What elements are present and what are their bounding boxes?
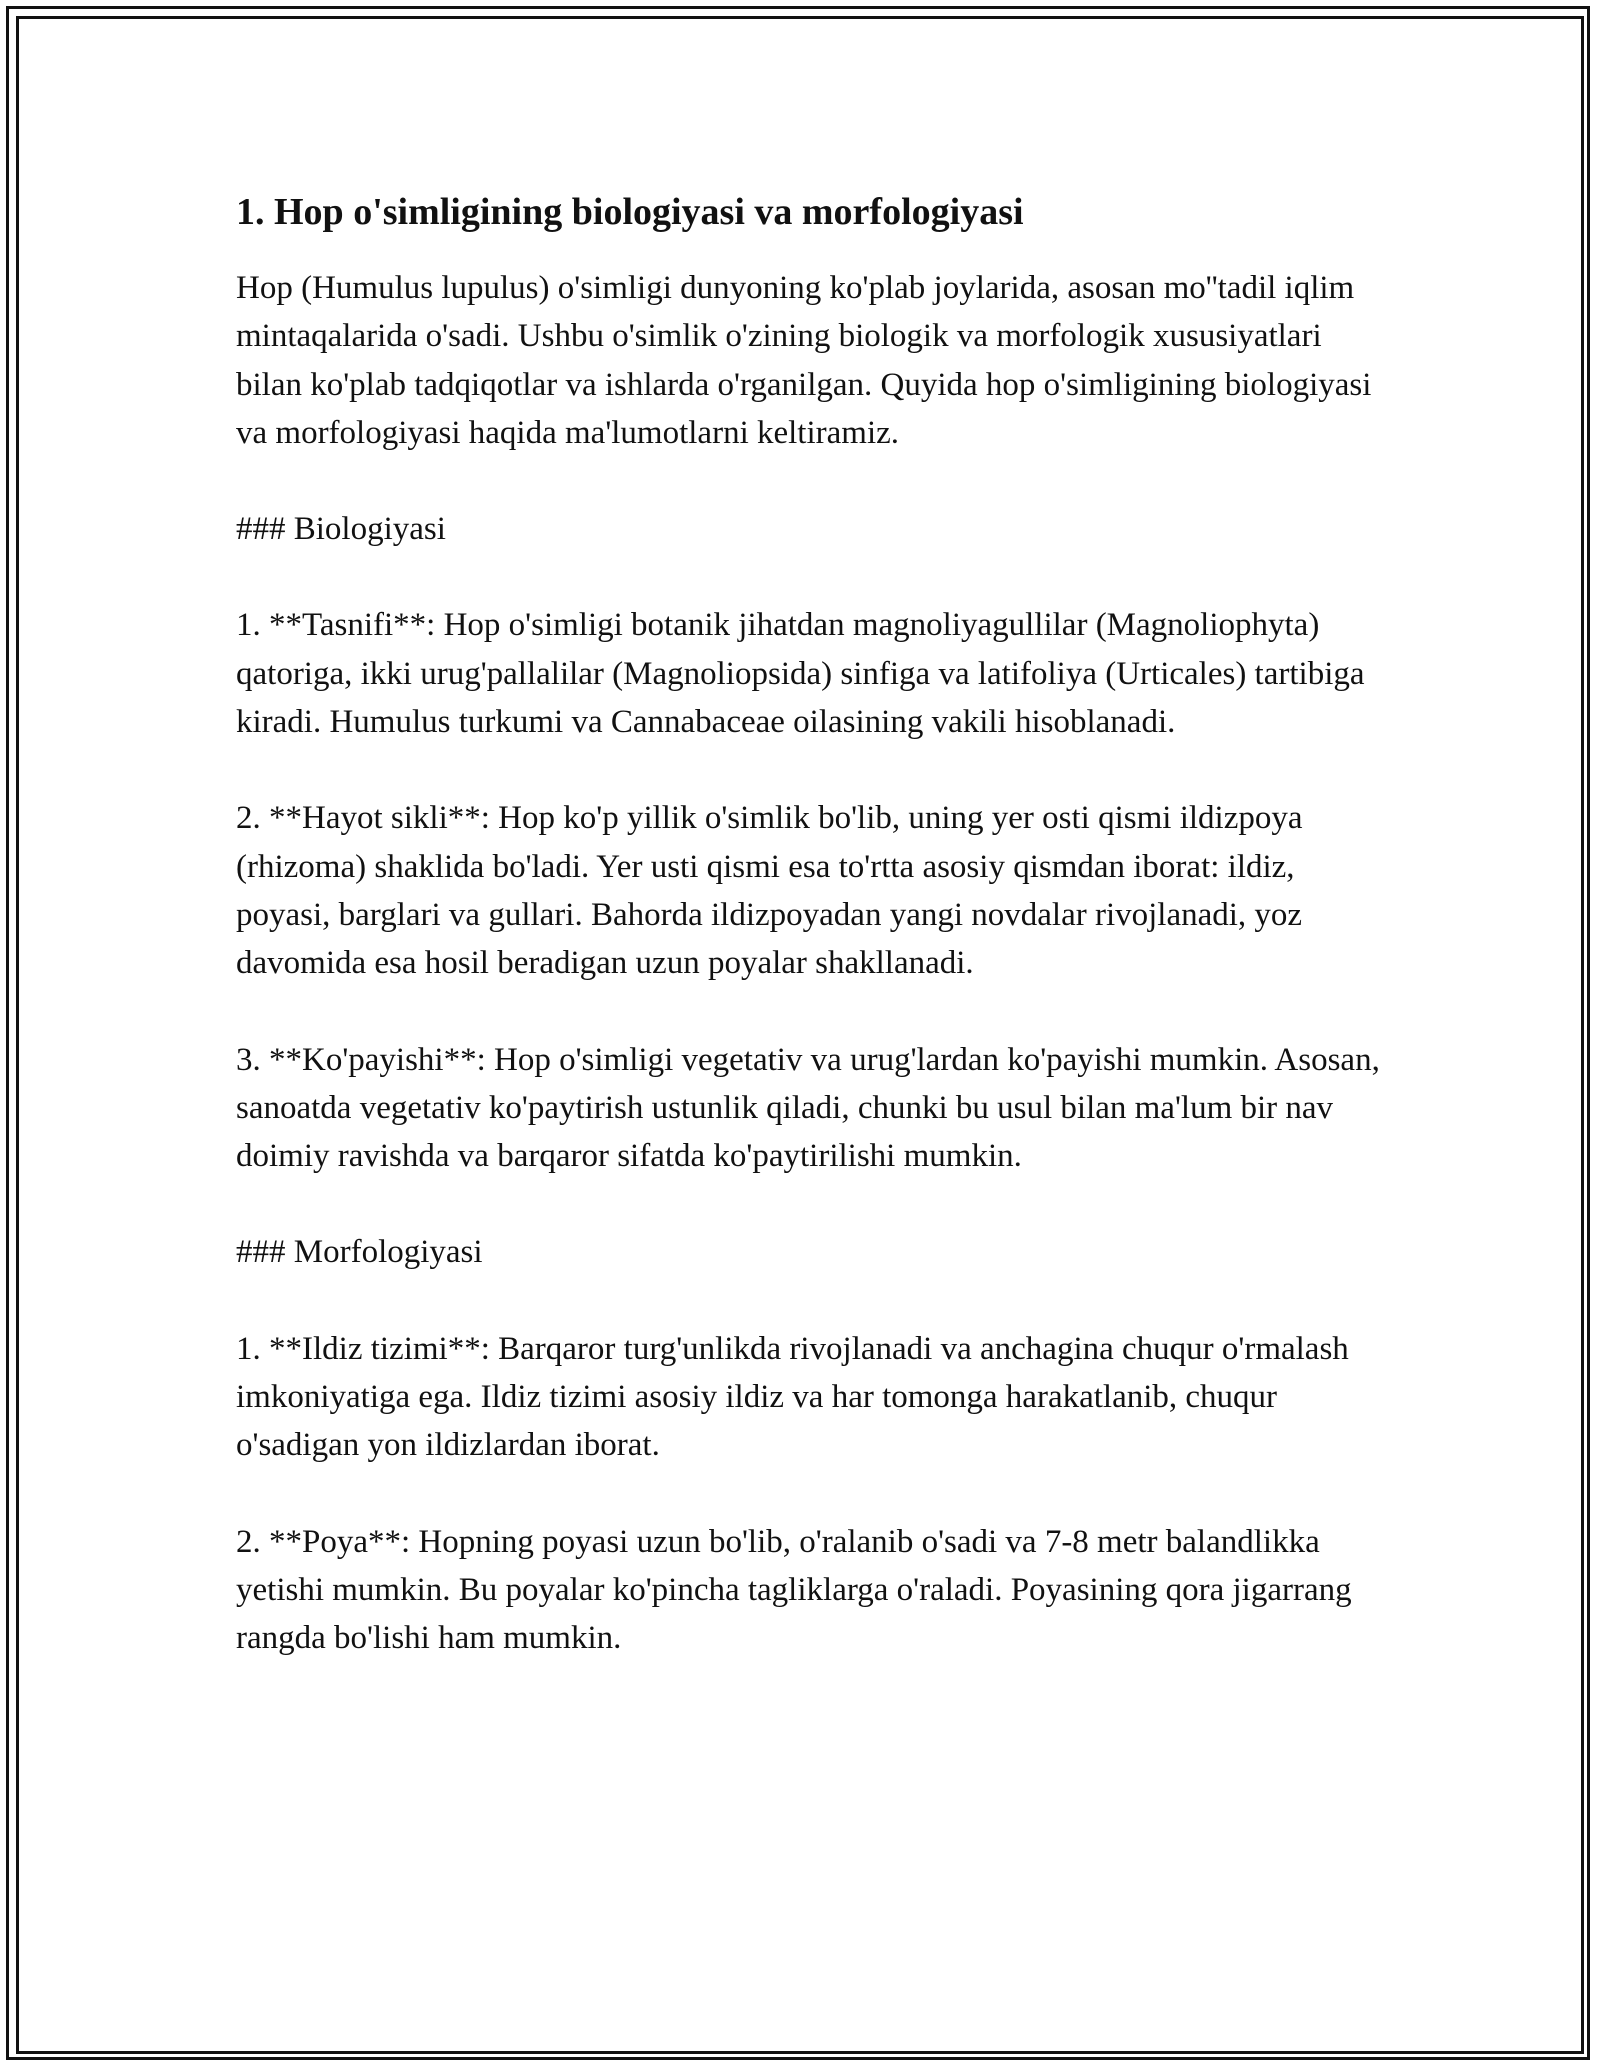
paragraph-hayot-sikli: 2. **Hayot sikli**: Hop ko'p yillik o'simlik bo'lib, uning yer osti qismi ildizpoya (rhizoma) shaklida bo'ladi. Yer usti qismi esa to'rtta asosiy qismdan iborat: ildiz, poyasi, barglari va gullari. Bahorda ildizpoyadan yangi novdalar rivojlanadi, yoz davomida esa hosil beradigan uzun poyalar shakllanadi. — [236, 800, 1303, 982]
document-body — [236, 186, 1386, 1711]
paragraph-kopayishi: 3. **Ko'payishi**: Hop o'simligi vegetativ va urug'lardan ko'payishi mumkin. Asosan, sanoatda vegetativ ko'paytirish ustunlik qiladi, chunki bu usul bilan ma'lum bir nav doimiy ravishda va barqaror sifatda ko'paytirilishi mumkin. — [236, 1041, 1380, 1175]
paragraph-ildiz-tizimi: 1. **Ildiz tizimi**: Barqaror turg'unlikda rivojlanadi va anchagina chuqur o'rmalash imkoniyatiga ega. Ildiz tizimi asosiy ildiz va har tomonga harakatlanib, chuqur o'sadigan yon ildizlardan iborat. — [236, 1330, 1349, 1464]
paragraph-tasnifi: 1. **Tasnifi**: Hop o'simligi botanik jihatdan magnoliyagullilar (Magnoliophyta) qatoriga, ikki urug'pallalilar (Magnoliopsida) sinfiga va latifoliya (Urticales) tartibiga kiradi. Humulus turkumi va Cannabaceae oilasining vakili hisoblanadi. — [236, 607, 1365, 741]
section-heading-biologiyasi: ### Biologiyasi — [236, 511, 446, 548]
paragraph-poya: 2. **Poya**: Hopning poyasi uzun bo'lib, o'ralanib o'sadi va 7-8 metr balandlikka yetishi mumkin. Bu poyalar ko'pincha tagliklarga o'raladi. Poyasining qora jigarrang rangda bo'lishi ham mumkin. — [236, 1523, 1352, 1657]
intro-paragraph: Hop (Humulus lupulus) o'simligi dunyoning ko'plab joylarida, asosan mo''tadil iqlim mintaqalarida o'sadi. Ushbu o'simlik o'zining biologik va morfologik xususiyatlari bilan ko'plab tadqiqotlar va ishlarda o'rganilgan. Quyida hop o'simligining biologiyasi va morfologiyasi haqida ma'lumotlarni keltiramiz. — [236, 270, 1372, 451]
document-title: 1. Hop o'simligining biologiyasi va morfologiyasi — [236, 191, 1024, 233]
section-heading-morfologiyasi: ### Morfologiyasi — [236, 1234, 483, 1271]
